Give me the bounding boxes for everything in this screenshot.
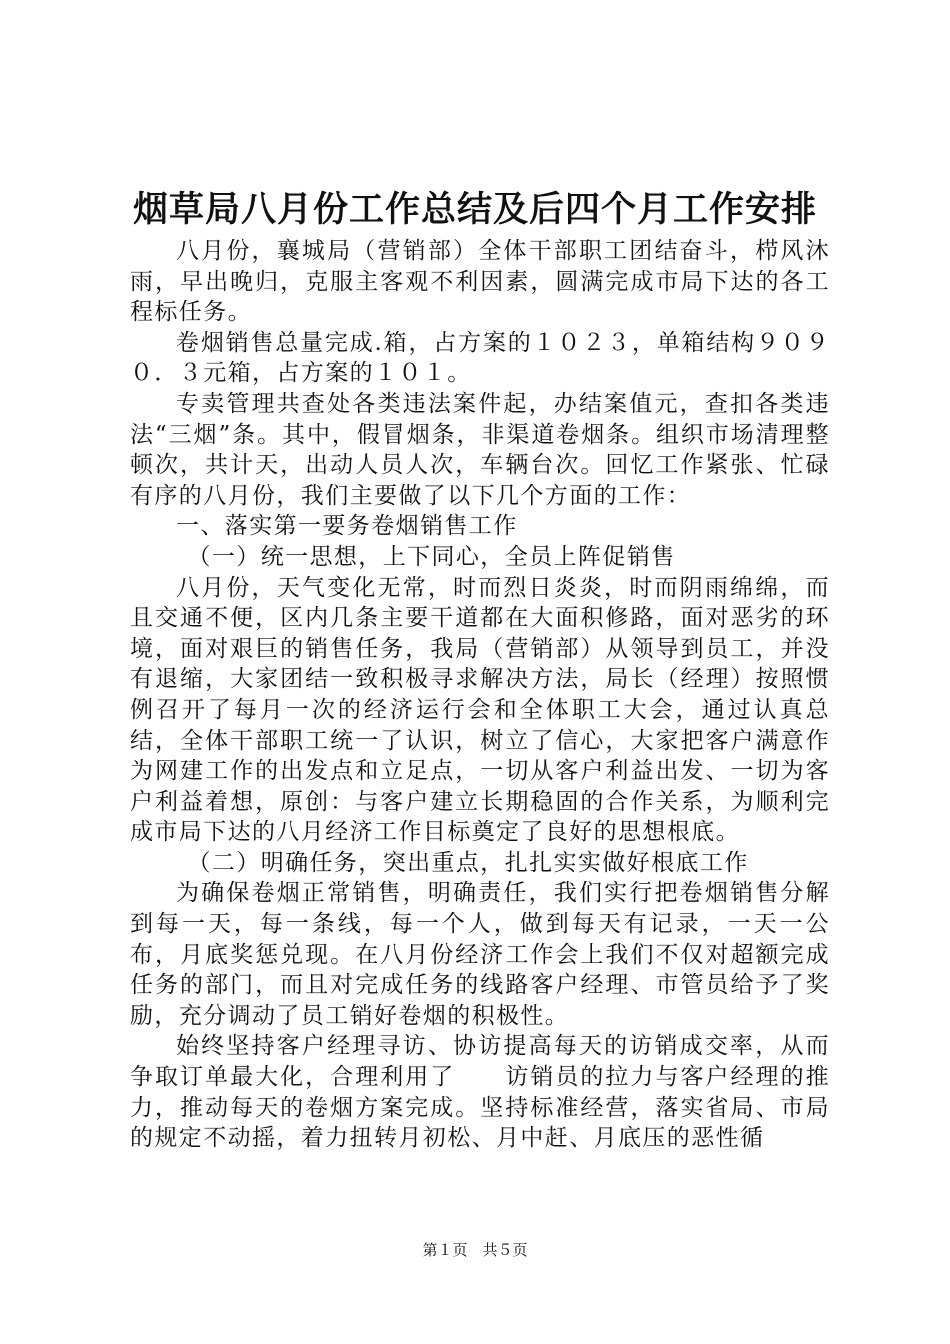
subsection-heading-2: （二）明确任务，突出重点，扎扎实实做好根底工作 bbox=[187, 849, 749, 876]
paragraph-sales-total: 卷烟销售总量完成.箱，占方案的１０２３，单箱结构９０９０．３元箱，占方案的１０１。 bbox=[130, 329, 830, 387]
section-heading-1: 一、落实第一要务卷烟销售工作 bbox=[176, 513, 518, 540]
paragraph-intro: 八月份，襄城局（营销部）全体干部职工团结奋斗，栉风沐雨，早出晚归，克服主客观不利因素，圆满完成市局下达的各工程标任务。 bbox=[130, 238, 830, 326]
subsection-heading-1: （一）统一思想，上下同心，全员上阵促销售 bbox=[187, 543, 676, 570]
page-footer: 第１页 共５页 bbox=[422, 1241, 528, 1259]
paragraph-unify-thinking: 八月份，天气变化无常，时而烈日炎炎，时而阴雨绵绵，而且交通不便，区内几条主要干道都在大面积修路，面对恶劣的环境，面对艰巨的销售任务，我局（营销部）从领导到员工，并没有退缩，大家团结一致积极寻求解决方法，局长（经理）按照惯例召开了每月一次的经济运行会和全体职工大会，通过认真总结，全体干部职工统一了认识，树立了信心，大家把客户满意作为网建工作的出发点和立足点，一切从客户利益出发、一切为客户利益着想，原创：与客户建立长期稳固的合作关系，为顺利完成市局下达的八月经济工作目标奠定了良好的思想根底。 bbox=[130, 574, 830, 846]
paragraph-customer-visits: 始终坚持客户经理寻访、协访提高每天的访销成交率，从而争取订单最大化，合理利用了 访销员的拉力与客户经理的推力，推动每天的卷烟方案完成。坚持标准经营，落实省局、市局的规定不动摇，着力扭转月初松、月中赶、月底压的恶性循 bbox=[130, 1033, 830, 1152]
paragraph-monopoly-management: 专卖管理共查处各类违法案件起，办结案值元，查扣各类违法“三烟”条。其中，假冒烟条，非渠道卷烟条。组织市场清理整顿次，共计天，出动人员人次，车辆台次。回忆工作紧张、忙碌有序的八月份，我们主要做了以下几个方面的工作： bbox=[130, 390, 830, 509]
paragraph-clarify-tasks: 为确保卷烟正常销售，明确责任，我们实行把卷烟销售分解到每一天，每一条线，每一个人，做到每天有记录，一天一公布，月底奖惩兑现。在八月份经济工作会上我们不仅对超额完成任务的部门，而且对完成任务的线路客户经理、市管员给予了奖励，充分调动了员工销好卷烟的积极性。 bbox=[130, 880, 830, 1029]
document-title: 烟草局八月份工作总结及后四个月工作安排 bbox=[132, 189, 817, 230]
document-body bbox=[130, 236, 830, 1154]
